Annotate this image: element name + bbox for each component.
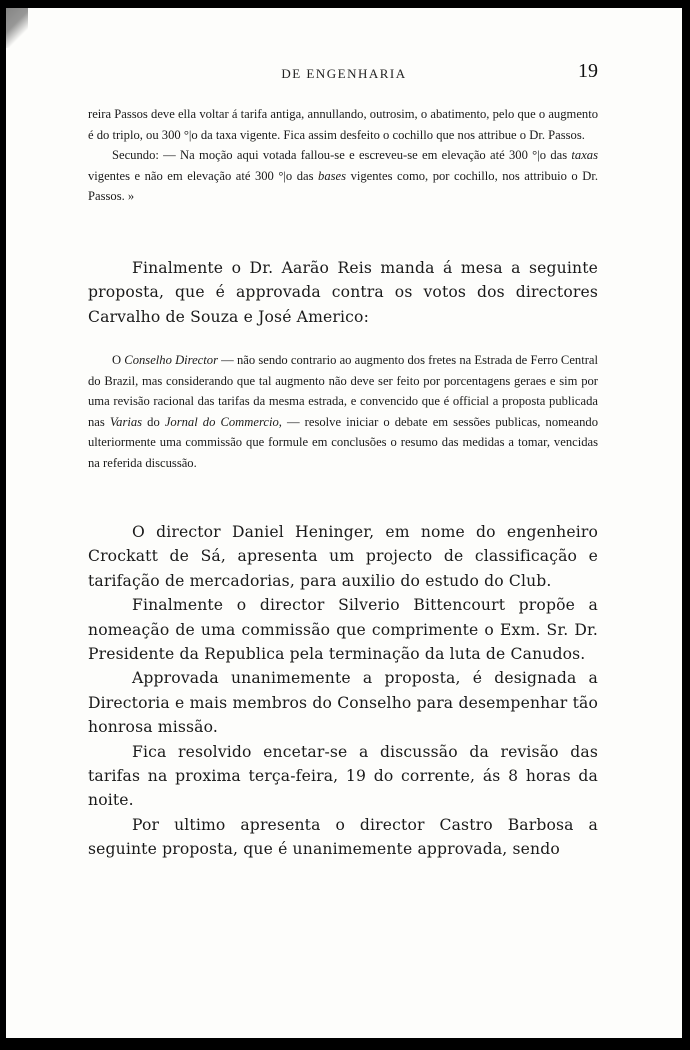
quote-taxas: taxas	[571, 148, 598, 163]
proposal-varias: Varias	[109, 414, 143, 429]
document-page	[6, 8, 682, 1038]
page-number: 19	[578, 60, 598, 82]
quote-text-a: Secundo: — Na moção aqui votada fallou-se e escreveu-se em elevação até 300 °|o das	[112, 148, 572, 163]
paragraph-heninger: O director Daniel Heninger, em nome do engenheiro Crockatt de Sá, apresenta um projecto de classificação e tarifação de mercadorias, para auxilio do estudo do Club.	[88, 523, 598, 590]
body-paragraphs	[88, 520, 598, 862]
running-header	[6, 60, 682, 90]
paragraph-bittencourt: Finalmente o director Silverio Bittencourt propõe a nomeação de uma commissão que comprimente o Exm. Sr. Dr. Presidente da Republica pela terminação da luta de Canudos.	[88, 596, 598, 664]
top-quote-block	[88, 104, 598, 207]
proposal-text-a: — não sendo contrario ao augmento dos fretes na Estrada de Ferro Central do Brazil, mas considerando que tal augmento não deve ser feito por porcentagens geraes e sim por uma revisão racional das tarifas da mesma estrada, e convencido que é official a proposta publicada nas	[88, 353, 599, 429]
proposal-jornal: Jornal do Commercio	[164, 414, 279, 429]
intro-paragraph: Finalmente o Dr. Aarão Reis manda á mesa a seguinte proposta, que é approvada contra os votos dos directores Carvalho de Souza e José Americo:	[88, 259, 598, 326]
proposal-block	[88, 350, 598, 474]
quote-paragraph-2	[88, 145, 598, 207]
quote-paragraph-1: reira Passos deve ella voltar á tarifa antiga, annullando, outrosim, o abatimento, pelo que o augmento é do triplo, ou 300 °|o da taxa vigente. Fica assim desfeito o cochillo que nos attribue o Dr. Passos.	[88, 107, 598, 142]
paragraph-discussao: Fica resolvido encetar-se a discussão da revisão das tarifas na proxima terça-feira, 19 do corrente, ás 8 horas da noite.	[88, 742, 598, 810]
proposal-prefix: O	[112, 353, 125, 367]
header-title: DE ENGENHARIA	[281, 66, 407, 81]
proposal-paragraph	[88, 350, 598, 474]
paragraph-castro-barbosa: Por ultimo apresenta o director Castro Barbosa a seguinte proposta, que é unanimemente approvada, sendo	[88, 815, 598, 859]
page-edge-shadow	[6, 8, 28, 48]
paragraph-approvada: Approvada unanimemente a proposta, é designada a Directoria e mais membros do Conselho para desempenhar tão honrosa missão.	[88, 669, 598, 737]
proposal-do: do	[142, 414, 165, 429]
proposal-text-b: , — resolve iniciar o debate em sessões publicas, nomeando ulteriormente uma commissão que formule em conclusões o resumo das medidas a tomar, vencidas na referida discussão.	[88, 414, 598, 470]
quote-text-c: vigentes como, por cochillo, nos attribuio o Dr. Passos. »	[88, 168, 598, 204]
quote-text-b: vigentes e não em elevação até 300 °|o das	[88, 168, 319, 183]
proposal-conselho: Conselho Director	[124, 353, 218, 367]
intro-paragraph-block	[88, 256, 598, 329]
quote-bases: bases	[318, 168, 347, 183]
